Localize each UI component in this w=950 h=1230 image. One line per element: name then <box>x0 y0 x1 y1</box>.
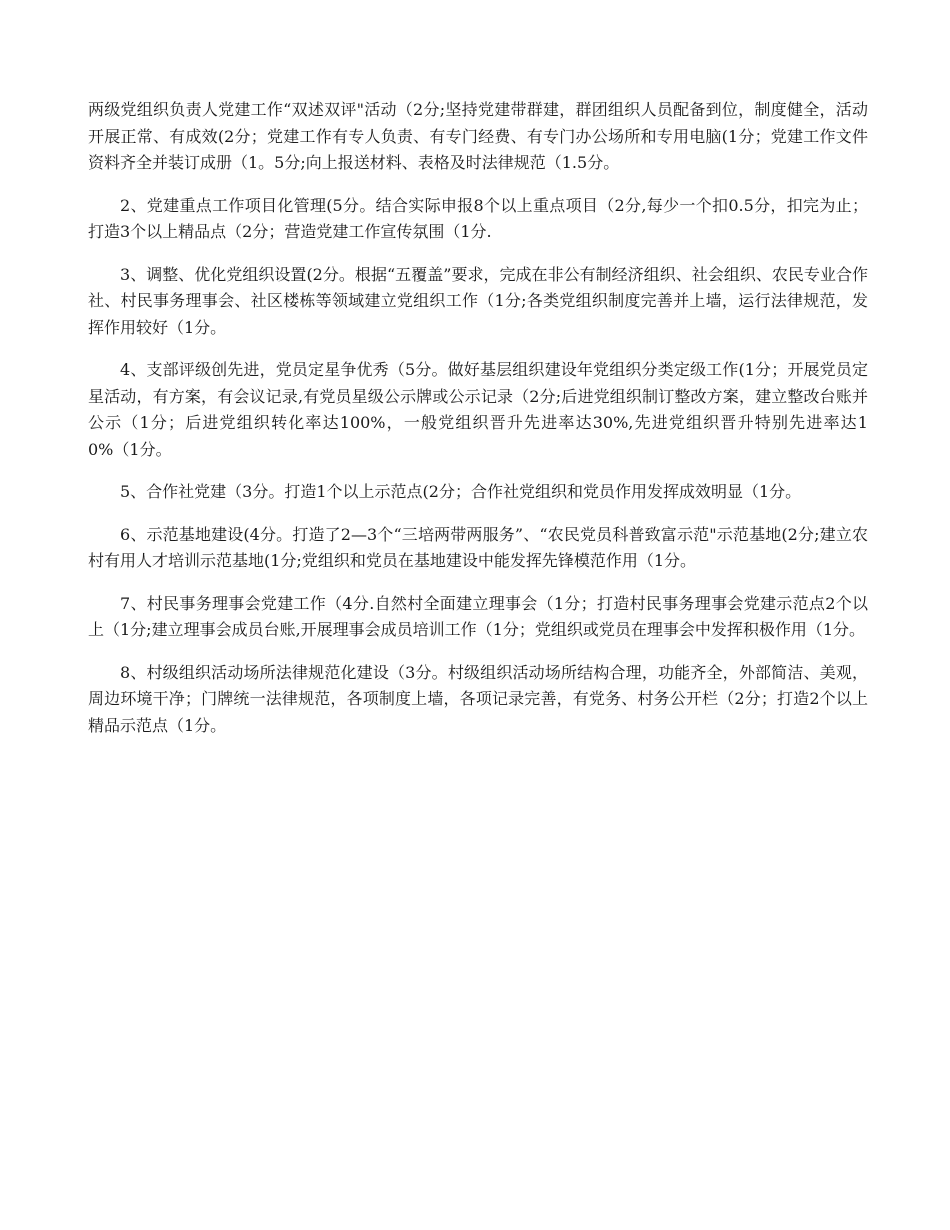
paragraph-item-3: 3、调整、优化党组织设置(2分。根据“五覆盖”要求，完成在非公有制经济组织、社会组织、农民专业合作社、村民事务理事会、社区楼栋等领域建立党组织工作（1分;各类党组织制度完善并上墙，运行法律规范，发挥作用较好（1分。 <box>88 264 868 337</box>
paragraph-continuation: 两级党组织负责人党建工作“双述双评"活动（2分;坚持党建带群建，群团组织人员配备到位，制度健全，活动开展正常、有成效(2分；党建工作有专人负责、有专门经费、有专门办公场所和专用电脑(1分；党建工作文件资料齐全并装订成册（1。5分;向上报送材料、表格及时法律规范（1.5分。 <box>88 100 868 172</box>
paragraph-item-7: 7、村民事务理事会党建工作（4分.自然村全面建立理事会（1分；打造村民事务理事会党建示范点2个以上（1分;建立理事会成员台账,开展理事会成员培训工作（1分；党组织或党员在理事会中发挥积极作用（1分。 <box>88 593 868 639</box>
paragraph-item-6: 6、示范基地建设(4分。打造了2—3个“三培两带两服务”、“农民党员科普致富示范"示范基地(2分;建立农村有用人才培训示范基地(1分;党组织和党员在基地建设中能发挥先锋模范作用（1分。 <box>88 524 868 570</box>
paragraph-item-4: 4、支部评级创先进，党员定星争优秀（5分。做好基层组织建设年党组织分类定级工作(1分；开展党员定星活动，有方案，有会议记录,有党员星级公示牌或公示记录（2分;后进党组织制订整改方案，建立整改台账并公示（1分；后进党组织转化率达100%，一般党组织晋升先进率达30%,先进党组织晋升特别先进率达10%（1分。 <box>88 360 868 459</box>
paragraph-item-5: 5、合作社党建（3分。打造1个以上示范点(2分；合作社党组织和党员作用发挥成效明显（1分。 <box>120 482 802 501</box>
document-body <box>88 97 868 755</box>
paragraph-item-2: 2、党建重点工作项目化管理(5分。结合实际申报8个以上重点项目（2分,每少一个扣0.5分，扣完为止；打造3个以上精品点（2分；营造党建工作宣传氛围（1分. <box>88 195 868 241</box>
paragraph-item-8: 8、村级组织活动场所法律规范化建设（3分。村级组织活动场所结构合理，功能齐全，外部简洁、美观，周边环境干净；门牌统一法律规范，各项制度上墙，各项记录完善，有党务、村务公开栏（2分；打造2个以上精品示范点（1分。 <box>88 662 868 735</box>
